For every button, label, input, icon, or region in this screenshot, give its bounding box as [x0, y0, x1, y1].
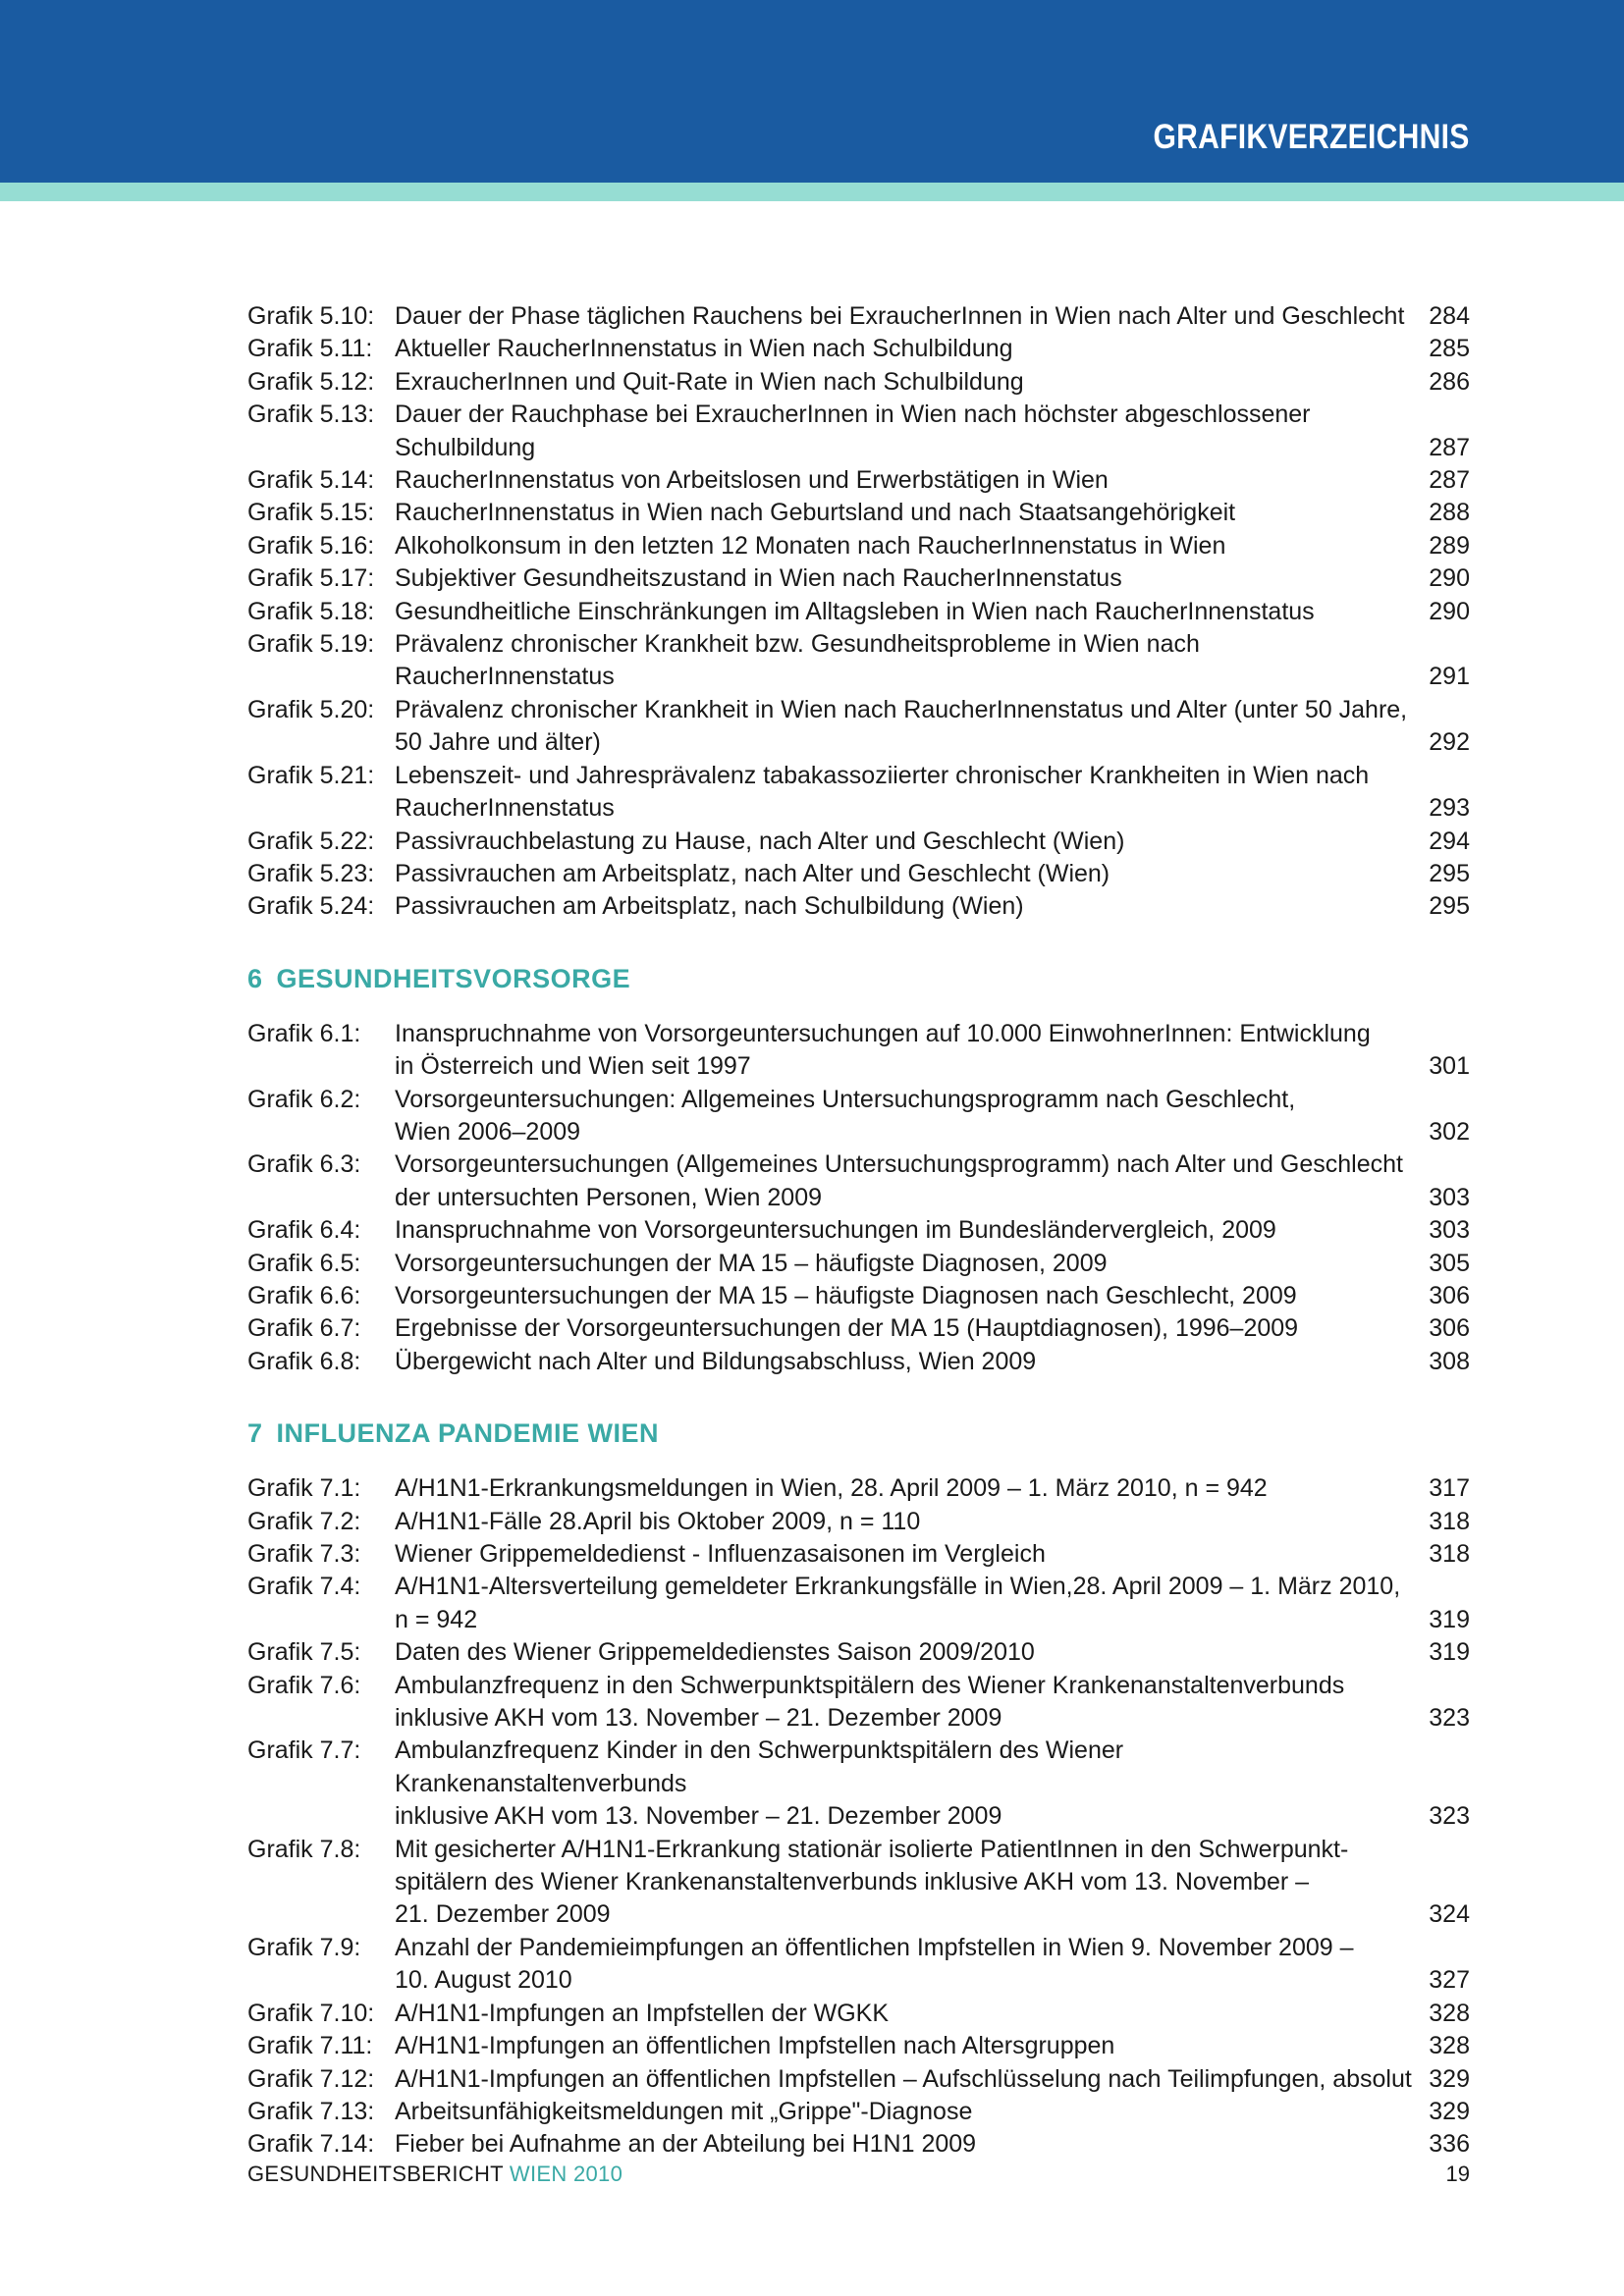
toc-entry-page: 285	[1429, 335, 1470, 363]
toc-entry-label: Grafik 7.11:	[247, 2032, 373, 2060]
toc-entry-title: Arbeitsunfähigkeitsmeldungen mit „Grippe"-Diagnose	[395, 2097, 973, 2125]
toc-entry[interactable]	[247, 2128, 1470, 2161]
toc-group-5	[247, 300, 1470, 924]
toc-entry[interactable]	[247, 497, 1470, 529]
toc-entry[interactable]	[247, 464, 1470, 497]
toc-entry-page: 295	[1429, 859, 1470, 887]
toc-entry[interactable]	[247, 562, 1470, 595]
toc-entry[interactable]	[247, 1018, 1470, 1084]
toc-entry-label: Grafik 5.10:	[247, 302, 375, 330]
toc-entry-page: 287	[1429, 433, 1470, 461]
toc-entry-title: Alkoholkonsum in den letzten 12 Monaten nach RaucherInnenstatus in Wien	[395, 531, 1226, 560]
toc-entry-label: Grafik 5.19:	[247, 630, 375, 659]
toc-entry[interactable]	[247, 1636, 1470, 1669]
toc-entry-page: 292	[1429, 728, 1470, 757]
toc-entry[interactable]	[247, 890, 1470, 923]
toc-entry-page: 293	[1429, 794, 1470, 823]
section-title: INFLUENZA PANDEMIE WIEN	[276, 1418, 660, 1449]
toc-entry[interactable]	[247, 1280, 1470, 1312]
toc-entry-page: 328	[1429, 2032, 1470, 2060]
toc-entry-page: 319	[1429, 1605, 1470, 1633]
toc-entry-page: 301	[1429, 1052, 1470, 1081]
toc-entry-title: Vorsorgeuntersuchungen der MA 15 – häufigste Diagnosen, 2009	[395, 1249, 1108, 1277]
toc-entry-title: Wiener Grippemeldedienst - Influenzasaisonen im Vergleich	[395, 1540, 1046, 1568]
toc-entry-label: Grafik 6.8:	[247, 1347, 361, 1375]
toc-entry[interactable]	[247, 858, 1470, 890]
toc-entry-page: 327	[1429, 1966, 1470, 1995]
toc-entry-label: Grafik 6.2:	[247, 1085, 361, 1113]
toc-entry-title: A/H1N1-Fälle 28.April bis Oktober 2009, n = 110	[395, 1507, 921, 1535]
toc-entry-page: 328	[1429, 1999, 1470, 2027]
toc-entry-title: A/H1N1-Impfungen an öffentlichen Impfstellen – Aufschlüsselung nach Teilimpfungen, absolut	[395, 2064, 1412, 2093]
toc-entry-title: A/H1N1-Impfungen an öffentlichen Impfstellen nach Altersgruppen	[395, 2032, 1115, 2060]
toc-entry-page: 284	[1429, 302, 1470, 330]
toc-entry[interactable]	[247, 1670, 1470, 1735]
toc-entry-label: Grafik 5.23:	[247, 859, 375, 887]
toc-entry-label: Grafik 7.14:	[247, 2130, 375, 2159]
toc-entry[interactable]	[247, 2063, 1470, 2096]
toc-entry-page: 287	[1429, 466, 1470, 495]
section-number: 7	[247, 1418, 263, 1449]
toc-entry-page: 294	[1429, 827, 1470, 855]
toc-entry-label: Grafik 5.22:	[247, 827, 375, 855]
toc-entry-page: 303	[1429, 1216, 1470, 1245]
section-number: 6	[247, 963, 263, 993]
toc-entry-title: Daten des Wiener Grippemeldedienstes Saison 2009/2010	[395, 1638, 1035, 1667]
toc-entry-label: Grafik 5.16:	[247, 531, 375, 560]
toc-entry-label: Grafik 7.9:	[247, 1933, 361, 1961]
toc-entry-title: Mit gesicherter A/H1N1-Erkrankung stationär isolierte PatientInnen in den Schwerpunkt- spitälern des Wiener Krankenanstaltenverbunds inklusive AKH vom 13. November – 21. Dezember 2009	[395, 1835, 1349, 1929]
toc-entry-label: Grafik 6.3:	[247, 1150, 361, 1179]
section-title: GESUNDHEITSVORSORGE	[276, 963, 631, 993]
toc-entry-label: Grafik 6.7:	[247, 1314, 361, 1343]
toc-entry-label: Grafik 5.13:	[247, 400, 375, 429]
toc-entry-label: Grafik 5.20:	[247, 695, 375, 723]
toc-entry-title: A/H1N1-Altersverteilung gemeldeter Erkrankungsfälle in Wien,28. April 2009 – 1. März 2010, n = 942	[395, 1573, 1401, 1633]
section-heading-6	[247, 963, 1470, 993]
toc-entry-title: Übergewicht nach Alter und Bildungsabschluss, Wien 2009	[395, 1347, 1037, 1375]
toc-entry-label: Grafik 7.3:	[247, 1540, 361, 1568]
toc-entry-page: 318	[1429, 1540, 1470, 1568]
toc-entry-title: Prävalenz chronischer Krankheit in Wien nach RaucherInnenstatus und Alter (unter 50 Jahre, 50 Jahre und älter)	[395, 695, 1408, 757]
toc-entry-title: Gesundheitliche Einschränkungen im Alltagsleben in Wien nach RaucherInnenstatus	[395, 597, 1315, 625]
toc-entry-page: 323	[1429, 1802, 1470, 1831]
toc-entry-title: Ergebnisse der Vorsorgeuntersuchungen der MA 15 (Hauptdiagnosen), 1996–2009	[395, 1314, 1299, 1343]
toc-entry[interactable]	[247, 1214, 1470, 1247]
toc-entry-page: 290	[1429, 564, 1470, 593]
footer-report-accent: WIEN 2010	[509, 2162, 623, 2186]
toc-entry-page: 288	[1429, 499, 1470, 527]
toc-entry[interactable]	[247, 399, 1470, 464]
toc-entry-label: Grafik 6.5:	[247, 1249, 361, 1277]
toc-entry-label: Grafik 5.11:	[247, 335, 373, 363]
toc-entry-label: Grafik 7.1:	[247, 1474, 361, 1503]
toc-entry[interactable]	[247, 1084, 1470, 1149]
toc-entry[interactable]	[247, 628, 1470, 694]
toc-entry-title: A/H1N1-Erkrankungsmeldungen in Wien, 28. April 2009 – 1. März 2010, n = 942	[395, 1474, 1268, 1503]
toc-entry-page: 286	[1429, 367, 1470, 396]
toc-entry-title: Subjektiver Gesundheitszustand in Wien nach RaucherInnenstatus	[395, 564, 1122, 593]
toc-entry[interactable]	[247, 2096, 1470, 2128]
toc-entry-page: 290	[1429, 597, 1470, 625]
toc-entry-title: Vorsorgeuntersuchungen der MA 15 – häufigste Diagnosen nach Geschlecht, 2009	[395, 1281, 1297, 1309]
section-heading-7	[247, 1420, 1470, 1447]
toc-entry[interactable]	[247, 1506, 1470, 1538]
toc-entry[interactable]	[247, 1248, 1470, 1280]
toc-entry-page: 306	[1429, 1314, 1470, 1343]
toc-entry-title: Inanspruchnahme von Vorsorgeuntersuchungen im Bundesländervergleich, 2009	[395, 1216, 1276, 1245]
toc-entry-title: ExraucherInnen und Quit-Rate in Wien nach Schulbildung	[395, 367, 1024, 396]
toc-entry[interactable]	[247, 1472, 1470, 1505]
toc-entry-label: Grafik 5.24:	[247, 892, 375, 921]
toc-entry-page: 324	[1429, 1900, 1470, 1929]
toc-entry-page: 329	[1429, 2064, 1470, 2093]
toc-entry-title: Fieber bei Aufnahme an der Abteilung bei H1N1 2009	[395, 2130, 977, 2159]
toc-entry-label: Grafik 7.2:	[247, 1507, 361, 1535]
toc-entry-page: 317	[1429, 1474, 1470, 1503]
toc-entry[interactable]	[247, 1312, 1470, 1345]
toc-entry[interactable]	[247, 1998, 1470, 2030]
toc-entry[interactable]	[247, 1571, 1470, 1636]
toc-entry-label: Grafik 7.8:	[247, 1835, 361, 1863]
toc-entry-title: Passivrauchen am Arbeitsplatz, nach Schulbildung (Wien)	[395, 892, 1024, 921]
toc-entry-title: RaucherInnenstatus in Wien nach Geburtsland und nach Staatsangehörigkeit	[395, 499, 1236, 527]
toc-entry-page: 305	[1429, 1249, 1470, 1277]
toc-entry-label: Grafik 5.21:	[247, 761, 375, 789]
toc-entry-title: Prävalenz chronischer Krankheit bzw. Gesundheitsprobleme in Wien nach RaucherInnenstatus	[395, 630, 1200, 691]
toc-entry[interactable]	[247, 596, 1470, 628]
toc-entry[interactable]	[247, 1148, 1470, 1214]
toc-entry[interactable]	[247, 530, 1470, 562]
toc-entry-title: Anzahl der Pandemieimpfungen an öffentlichen Impfstellen in Wien 9. November 2009 – 10. August 2010	[395, 1933, 1354, 1995]
page-title: GRAFIKVERZEICHNIS	[1153, 118, 1470, 156]
toc-entry-title: Passivrauchbelastung zu Hause, nach Alter und Geschlecht (Wien)	[395, 827, 1125, 855]
toc-entry-title: Passivrauchen am Arbeitsplatz, nach Alter und Geschlecht (Wien)	[395, 859, 1110, 887]
toc-entry-label: Grafik 6.1:	[247, 1019, 361, 1047]
toc-entry-title: Ambulanzfrequenz in den Schwerpunktspitälern des Wiener Krankenanstaltenverbunds inklusive AKH vom 13. November – 21. Dezember 2009	[395, 1671, 1345, 1733]
toc-entry[interactable]	[247, 826, 1470, 858]
toc-entry-title: A/H1N1-Impfungen an Impfstellen der WGKK	[395, 1999, 890, 2027]
toc-entry[interactable]	[247, 2030, 1470, 2062]
toc-entry-title: Dauer der Phase täglichen Rauchens bei ExraucherInnen in Wien nach Alter und Geschlecht	[395, 302, 1405, 330]
toc-entry-label: Grafik 7.7:	[247, 1736, 361, 1765]
toc-entry[interactable]	[247, 300, 1470, 333]
toc-entry-page: 291	[1429, 663, 1470, 691]
toc-entry-title: Ambulanzfrequenz Kinder in den Schwerpunktspitälern des Wiener Krankenanstaltenverbunds inklusive AKH vom 13. November – 21. Dezember 2009	[395, 1736, 1124, 1831]
toc-entry[interactable]	[247, 1346, 1470, 1378]
toc-entry-title: Inanspruchnahme von Vorsorgeuntersuchungen auf 10.000 EinwohnerInnen: Entwicklung in Österreich und Wien seit 1997	[395, 1019, 1371, 1081]
toc-entry-label: Grafik 7.6:	[247, 1671, 361, 1699]
footer-report-title: GESUNDHEITSBERICHT	[247, 2162, 504, 2186]
toc-entry[interactable]	[247, 694, 1470, 760]
footer-report-name	[247, 2163, 623, 2185]
toc-content	[247, 300, 1470, 2162]
toc-entry[interactable]	[247, 1834, 1470, 1932]
toc-entry-page: 329	[1429, 2097, 1470, 2125]
toc-entry-label: Grafik 7.12:	[247, 2064, 375, 2093]
toc-entry-page: 295	[1429, 892, 1470, 921]
toc-entry-title: Dauer der Rauchphase bei ExraucherInnen in Wien nach höchster abgeschlossener Schulbildung	[395, 400, 1311, 461]
toc-group-7	[247, 1472, 1470, 2162]
toc-entry-page: 318	[1429, 1507, 1470, 1535]
toc-entry-page: 302	[1429, 1117, 1470, 1146]
toc-entry[interactable]	[247, 366, 1470, 399]
toc-entry-label: Grafik 7.5:	[247, 1638, 361, 1667]
toc-entry-title: Vorsorgeuntersuchungen: Allgemeines Untersuchungsprogramm nach Geschlecht, Wien 2006–2009	[395, 1085, 1296, 1146]
toc-entry-page: 303	[1429, 1183, 1470, 1211]
toc-entry[interactable]	[247, 1932, 1470, 1998]
toc-entry-label: Grafik 5.14:	[247, 466, 375, 495]
toc-entry-label: Grafik 6.4:	[247, 1216, 361, 1245]
toc-entry-page: 336	[1429, 2130, 1470, 2159]
toc-entry[interactable]	[247, 333, 1470, 365]
toc-entry-label: Grafik 7.4:	[247, 1573, 361, 1601]
toc-entry-label: Grafik 5.12:	[247, 367, 375, 396]
footer-page-number: 19	[1445, 2162, 1470, 2186]
toc-entry-label: Grafik 5.15:	[247, 499, 375, 527]
toc-entry-page: 323	[1429, 1704, 1470, 1733]
toc-entry[interactable]	[247, 760, 1470, 826]
toc-entry[interactable]	[247, 1538, 1470, 1571]
toc-entry-label: Grafik 5.18:	[247, 597, 375, 625]
toc-entry-title: Vorsorgeuntersuchungen (Allgemeines Untersuchungsprogramm) nach Alter und Geschlecht der untersuchten Personen, Wien 2009	[395, 1150, 1403, 1211]
toc-entry[interactable]	[247, 1735, 1470, 1833]
toc-entry-page: 308	[1429, 1347, 1470, 1375]
toc-entry-title: Aktueller RaucherInnenstatus in Wien nach Schulbildung	[395, 335, 1013, 363]
toc-entry-label: Grafik 6.6:	[247, 1281, 361, 1309]
toc-entry-title: Lebenszeit- und Jahresprävalenz tabakassoziierter chronischer Krankheiten in Wien nach RaucherInnenstatus	[395, 761, 1370, 823]
toc-entry-title: RaucherInnenstatus von Arbeitslosen und Erwerbstätigen in Wien	[395, 466, 1109, 495]
toc-entry-label: Grafik 7.10:	[247, 1999, 375, 2027]
toc-entry-label: Grafik 7.13:	[247, 2097, 375, 2125]
toc-group-6	[247, 1018, 1470, 1378]
toc-entry-page: 306	[1429, 1281, 1470, 1309]
toc-entry-label: Grafik 5.17:	[247, 564, 375, 593]
toc-entry-page: 289	[1429, 531, 1470, 560]
header-stripe	[0, 183, 1624, 201]
toc-entry-page: 319	[1429, 1638, 1470, 1667]
